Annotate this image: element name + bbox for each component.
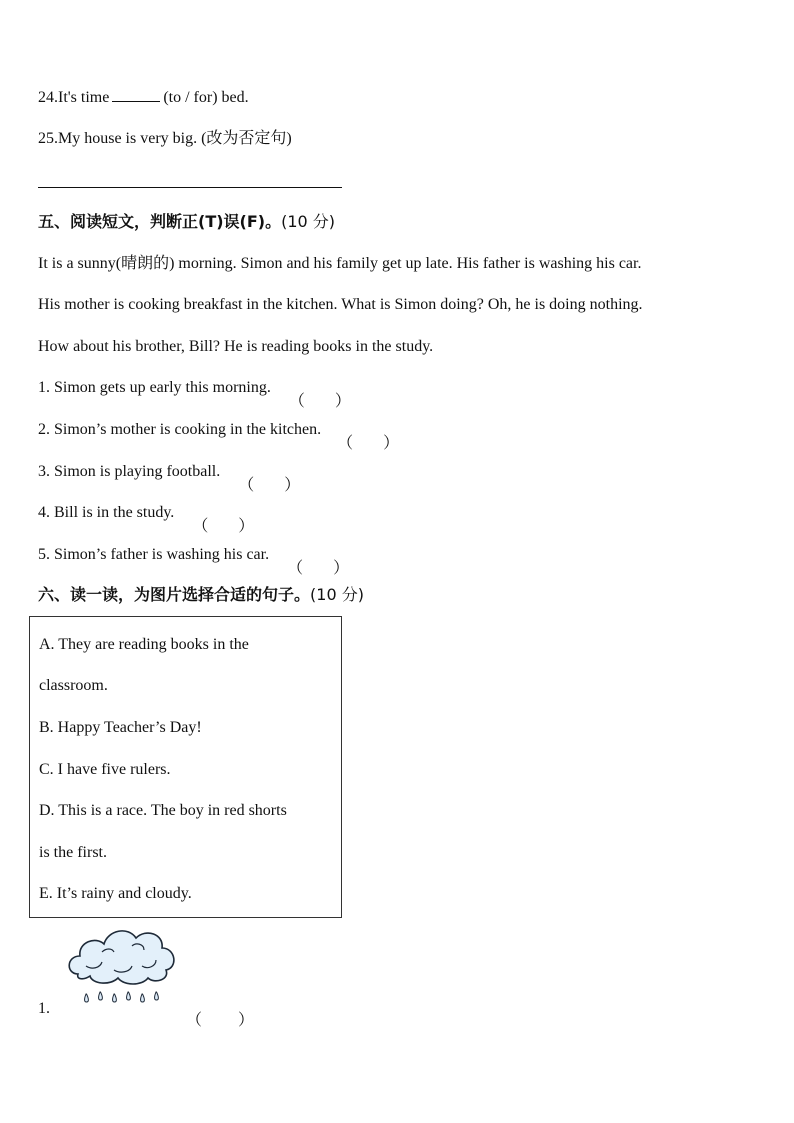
rain-cloud-icon — [62, 922, 182, 1014]
section-score: (10 分) — [281, 212, 336, 231]
passage-line: It is a sunny(晴朗的) morning. Simon and his family get up late. His father is washing his car. — [38, 255, 642, 272]
option-e: E. It’s rainy and cloudy. — [39, 885, 192, 902]
option-a: A. They are reading books in the — [39, 636, 249, 653]
picture-item-number: 1. — [38, 1000, 50, 1017]
section-title: 五、阅读短文，判断正(T)误(F)。 — [38, 212, 282, 231]
tf-question-text: 3. Simon is playing football. — [38, 463, 221, 480]
option-d-continued: is the first. — [39, 844, 107, 861]
option-d: D. This is a race. The boy in red shorts — [39, 802, 287, 819]
picture-item-answer[interactable]: （ ） — [186, 1012, 254, 1029]
passage-line: His mother is cooking breakfast in the kitchen. What is Simon doing? Oh, he is doing nothing. — [38, 296, 643, 313]
tf-question-text: 1. Simon gets up early this morning. — [38, 379, 271, 396]
passage-line: How about his brother, Bill? He is reading books in the study. — [38, 338, 434, 355]
option-b: B. Happy Teacher’s Day! — [39, 719, 202, 736]
tf-question-text: 5. Simon’s father is washing his car. — [38, 546, 270, 563]
tf-question: 3. Simon is playing football. （ ） — [38, 463, 301, 494]
tf-question-text: 4. Bill is in the study. — [38, 504, 175, 521]
answer-line[interactable] — [38, 187, 342, 188]
option-c: C. I have five rulers. — [39, 761, 171, 778]
question-number: 25. — [38, 130, 58, 147]
section-6-heading — [38, 585, 364, 605]
question-25 — [38, 129, 292, 149]
question-24 — [38, 87, 249, 108]
tf-question: 2. Simon’s mother is cooking in the kitchen. （ ） — [38, 421, 400, 452]
tf-question-text: 2. Simon’s mother is cooking in the kitchen. — [38, 421, 322, 438]
section-title: 六、读一读，为图片选择合适的句子。 — [38, 585, 311, 604]
tf-question: 5. Simon’s father is washing his car. （ ） — [38, 546, 350, 577]
section-5-heading — [38, 212, 335, 232]
question-text: My house is very big. (改为否定句) — [58, 130, 292, 147]
section-score: (10 分) — [310, 585, 364, 604]
sentence-options-box — [29, 616, 342, 918]
tf-question: 4. Bill is in the study. （ ） — [38, 504, 255, 535]
question-number: 24. — [38, 89, 58, 106]
answer-blank[interactable] — [112, 87, 160, 102]
question-text: It's time — [58, 89, 110, 106]
option-a-continued: classroom. — [39, 677, 108, 694]
question-text: (to / for) bed. — [163, 89, 249, 106]
tf-question: 1. Simon gets up early this morning. （ ） — [38, 379, 351, 410]
